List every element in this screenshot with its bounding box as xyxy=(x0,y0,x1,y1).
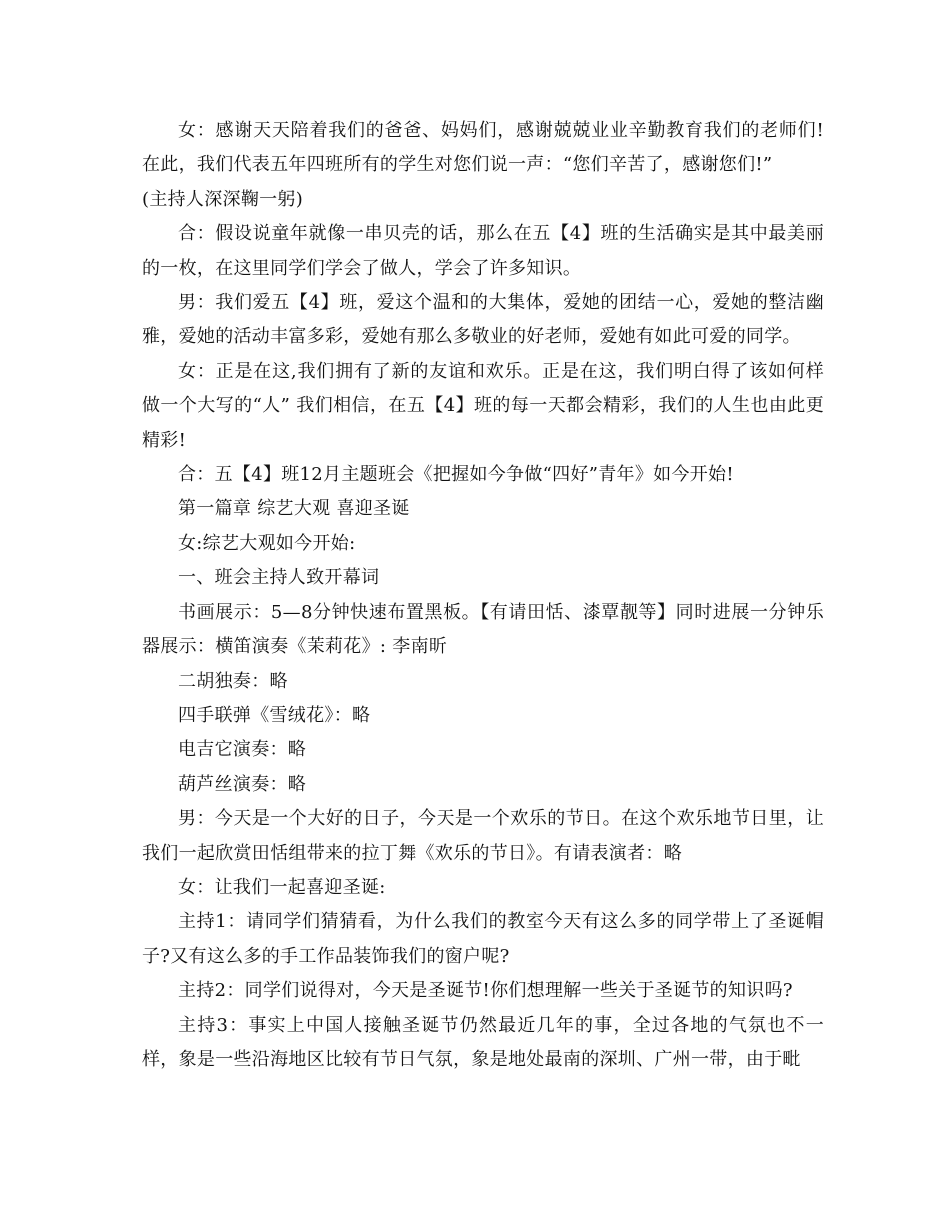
paragraph-piano-duet: 四手联弹《雪绒花》：略 xyxy=(178,704,371,726)
paragraph-hulusi: 葫芦丝演奏：略 xyxy=(178,773,307,795)
paragraph-stage-direction-bow: (主持人深深鞠一躬) xyxy=(142,188,304,210)
paragraph-latin-dance: 男：今天是一个大好的日子，今天是一个欢乐的节日。在这个欢乐地节日里，让我们一起欣赏田恬组带来的拉丁舞《欢乐的节日》。有请表演者：略 xyxy=(142,808,824,864)
paragraph-electric-guitar: 电吉它演奏：略 xyxy=(178,739,307,761)
section-heading-opening-speech: 一、班会主持人致开幕词 xyxy=(178,567,380,589)
paragraph-meeting-start: 合：五【4】班12月主题班会《把握如今争做“四好”青年》如今开始! xyxy=(178,464,734,486)
document-body xyxy=(142,114,824,1077)
paragraph-calligraphy-display: 书画展示：5—8分钟快速布置黑板。【有请田恬、漆覃靓等】同时进展一分钟乐器展示：横笛演奏《茉莉花》: 李南昕 xyxy=(142,601,824,658)
paragraph-welcome-christmas: 女：让我们一起喜迎圣诞: xyxy=(178,876,386,898)
paragraph-variety-start: 女:综艺大观如今开始: xyxy=(178,532,356,554)
paragraph-shells-metaphor: 合：假设说童年就像一串贝壳的话，那么在五【4】班的生活确实是其中最美丽的一枚，在这里同学们学会了做人，学会了许多知识。 xyxy=(142,223,824,279)
paragraph-host1-question: 主持1：请同学们猜猜看，为什么我们的教室今天有这么多的同学带上了圣诞帽子?又有这么多的手工作品装饰我们的窗户呢? xyxy=(142,911,824,967)
paragraph-erhu-solo: 二胡独奏：略 xyxy=(178,670,288,692)
paragraph-love-class: 男：我们爱五【4】班，爱这个温和的大集体，爱她的团结一心，爱她的整洁幽雅，爱她的活动丰富多彩，爱她有那么多敬业的好老师，爱她有如此可爱的同学。 xyxy=(142,292,824,348)
paragraph-friendship-joy: 女：正是在这,我们拥有了新的友谊和欢乐。正是在这，我们明白得了该如何样做一个大写的“人” 我们相信，在五【4】班的每一天都会精彩，我们的人生也由此更精彩! xyxy=(142,360,824,451)
paragraph-host3-history: 主持3：事实上中国人接触圣诞节仍然最近几年的事，全过各地的气氛也不一样，象是一些沿海地区比较有节日气氛，象是地处最南的深圳、广州一带，由于毗 xyxy=(142,1014,824,1070)
chapter-heading: 第一篇章 综艺大观 喜迎圣诞 xyxy=(178,498,410,520)
paragraph-host2-christmas: 主持2：同学们说得对，今天是圣诞节!你们想理解一些关于圣诞节的知识吗? xyxy=(178,980,793,1002)
paragraph-thanks-parents-teachers: 女：感谢天天陪着我们的爸爸、妈妈们，感谢兢兢业业辛勤教育我们的老师们!在此，我们代表五年四班所有的学生对您们说一声：“您们辛苦了，感谢您们!” xyxy=(142,120,824,176)
